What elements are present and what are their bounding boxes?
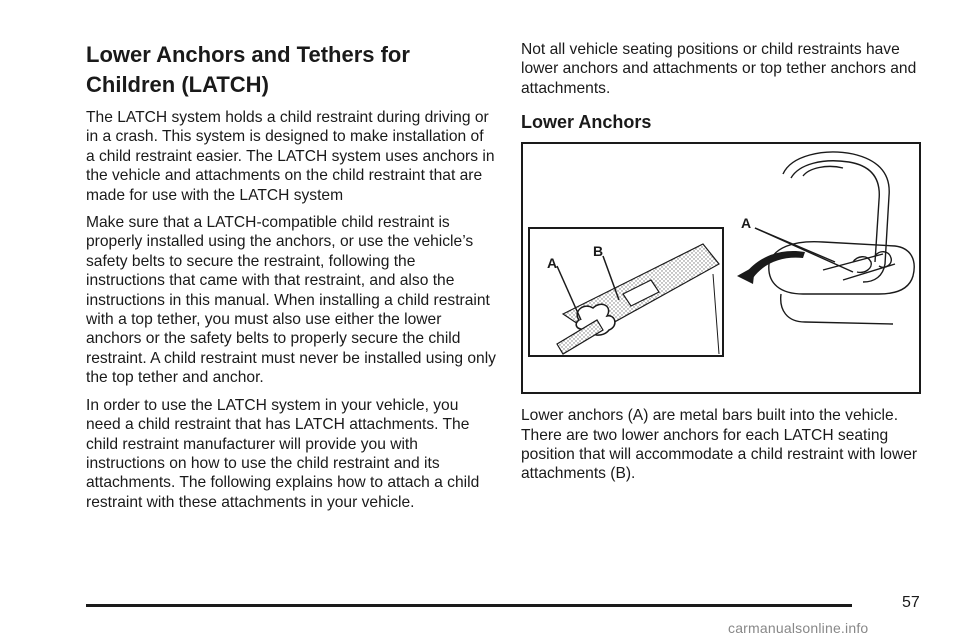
paragraph-availability: Not all vehicle seating positions or child restraints have lower anchors and attachments or top tether anchors and attachments. (521, 41, 917, 97)
site-watermark: carmanualsonline.info (728, 620, 869, 636)
paragraph-lower-anchors-description: Lower anchors (A) are metal bars built into the vehicle. There are two lower anchors for each LATCH seating position that will accommodate a child restraint with lower attachments (B). (521, 407, 918, 483)
label-b-inset: B (593, 243, 604, 260)
section-title: Lower Anchors and Tethers for Children (LATCH) (86, 42, 410, 97)
left-column (86, 40, 496, 520)
detail-inset (529, 228, 723, 356)
subsection-heading: Lower Anchors (521, 112, 652, 133)
illustration-drawing (523, 144, 923, 396)
right-column (521, 40, 926, 492)
lower-anchors-illustration (521, 142, 921, 394)
vehicle-seat-drawing (769, 152, 914, 324)
page-number: 57 (902, 594, 920, 611)
paragraph-usage: In order to use the LATCH system in your vehicle, you need a child restraint that has LATCH attachments. The child restraint manufacturer will provide you with instructions on how to use the child restraint and its attachments. The following explains how to attach a child restraint with these attachments in your vehicle. (86, 396, 480, 511)
footer-rule (86, 604, 852, 607)
label-a-seat: A (741, 215, 752, 232)
label-a-inset: A (547, 255, 558, 272)
anchor-leader-line (755, 228, 853, 272)
paragraph-installation-warning: Make sure that a LATCH-compatible child restraint is properly installed using the anchors, or use the vehicle’s safety belts to secure the restraint, following the instructions that came with that restraint, and also the instructions in this manual. When installing a child restraint with a top tether, you must also use either the lower anchors or the safety belts to properly secure the child restraint. A child restraint must never be installed using only the top tether and anchor. (86, 214, 496, 387)
paragraph-latch-overview: The LATCH system holds a child restraint during driving or in a crash. This system is designed to make installation of a child restraint easier. The LATCH system uses anchors in the vehicle and attachments on the child restraint that are made for use with the LATCH system (86, 109, 495, 204)
